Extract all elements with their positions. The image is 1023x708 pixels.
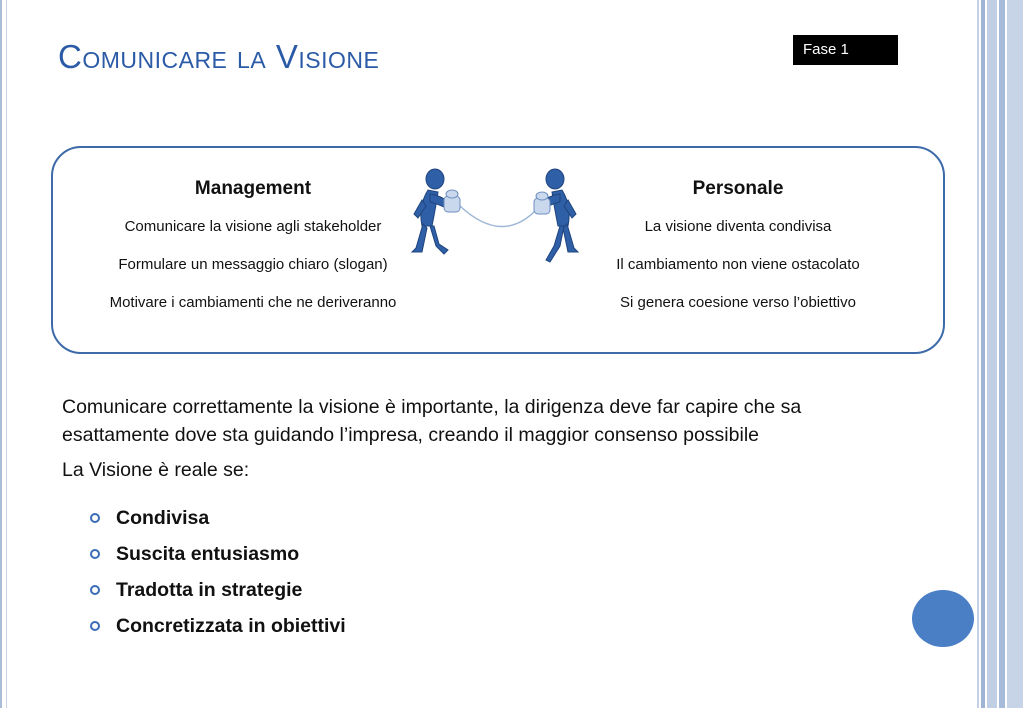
slide-title: Comunicare la Visione xyxy=(58,38,380,75)
left-border-line-inner xyxy=(6,0,7,708)
list-item xyxy=(86,576,346,612)
right-decorative-stripes xyxy=(977,0,1023,708)
list-item xyxy=(86,612,346,648)
management-heading: Management xyxy=(194,178,312,199)
bullet-text: Concretizzata in obiettivi xyxy=(116,615,346,637)
bullet-circle-icon xyxy=(90,513,100,523)
management-column xyxy=(78,178,428,332)
bullet-circle-icon xyxy=(90,621,100,631)
vision-bullet-list xyxy=(86,504,346,648)
bullet-text: Suscita entusiasmo xyxy=(116,543,300,565)
personale-item: Si genera coesione verso l’obiettivo xyxy=(620,294,856,311)
list-item xyxy=(86,540,346,576)
management-item: Comunicare la visione agli stakeholder xyxy=(124,218,382,235)
bullet-text: Tradotta in strategie xyxy=(116,579,303,601)
management-item: Formulare un messaggio chiaro (slogan) xyxy=(118,256,388,273)
vision-condition-paragraph: La Visione è reale se: xyxy=(62,459,250,481)
personale-column xyxy=(573,178,903,332)
bullet-text: Condivisa xyxy=(116,507,210,529)
left-border-line xyxy=(0,0,2,708)
bullet-circle-icon xyxy=(90,549,100,559)
management-item: Motivare i cambiamenti che ne deriveranno xyxy=(109,294,397,311)
list-item xyxy=(86,504,346,540)
decorative-circle xyxy=(912,590,974,647)
phase-badge: Fase 1 xyxy=(793,35,898,65)
bullet-circle-icon xyxy=(90,585,100,595)
personale-item: Il cambiamento non viene ostacolato xyxy=(616,256,860,273)
two-figures-tin-can-phone-icon xyxy=(408,166,594,266)
personale-heading: Personale xyxy=(692,178,784,199)
intro-paragraph: Comunicare correttamente la visione è importante, la dirigenza deve far capire che sa esattamente dove sta guidando l’impresa, creando il maggior consenso possibile xyxy=(62,396,802,446)
personale-item: La visione diventa condivisa xyxy=(644,218,832,235)
